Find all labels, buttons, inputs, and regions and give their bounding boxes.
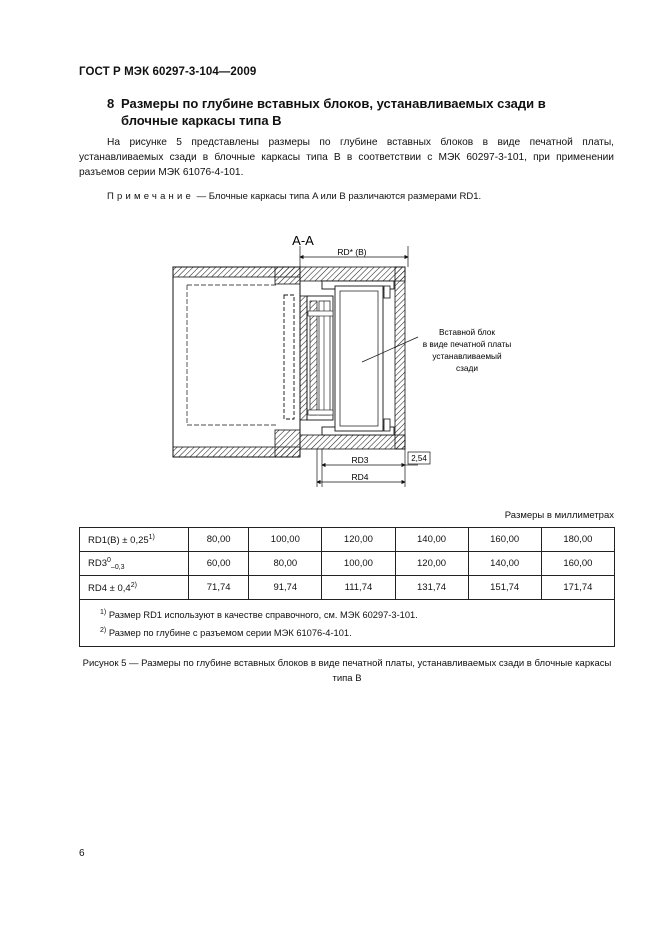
rd3-label: RD3 — [351, 455, 369, 465]
table-cell: 160,00 — [541, 552, 614, 576]
units-note: Размеры в миллиметрах — [504, 510, 614, 521]
rd4-label: RD4 — [351, 472, 369, 482]
table-cell: 91,74 — [249, 576, 322, 600]
table-cell: 131,74 — [395, 576, 468, 600]
rd1-label: RD* (B) — [337, 247, 367, 257]
section-label: A-A — [292, 233, 314, 248]
callout-line-2: в виде печатной платы — [422, 339, 512, 349]
frame-left — [173, 267, 300, 457]
callout-line-1: Вставной блок — [438, 327, 496, 337]
footnote: $^{2)}$ Размер по глубине с разъемом серии МЭК 61076-4-101. — [100, 627, 352, 638]
depth-dimension-drawing — [150, 225, 530, 500]
table-cell: 71,74 — [189, 576, 249, 600]
rd1-dimension — [300, 246, 408, 267]
table-cell: 80,00 — [189, 528, 249, 552]
row-header: $RD3^0_{-0,3}$ — [80, 552, 189, 576]
document-standard-header: ГОСТ Р МЭК 60297-3-104—2009 — [79, 66, 257, 78]
table-cell: 171,74 — [541, 576, 614, 600]
table-row — [80, 528, 615, 552]
figure-caption: Рисунок 5 — Размеры по глубине вставных блоков в виде печатной платы, устанавливаемых сзади в блочные каркасы типа B — [82, 658, 612, 684]
offset-dimension — [405, 452, 430, 465]
dimensions-table — [79, 527, 615, 647]
table-cell: 140,00 — [395, 528, 468, 552]
section-number: 8 — [107, 96, 115, 111]
body-text: На рисунке 5 представлены размеры по глубине вставных блоков в виде печатной платы, устанавливаемых сзади в блочные каркасы типа B в соответствии с МЭК 60297-3-101, при применении разъемов серии МЭК 61076-4-101. — [79, 137, 614, 178]
callout-line-4: сзади — [455, 363, 479, 373]
section-title: Размеры по глубине вставных блоков, устанавливаемых сзади в блочные каркасы типа B — [121, 96, 546, 128]
note-text: — Блочные каркасы типа A или B различаются размерами RD1. — [194, 191, 482, 202]
note — [107, 191, 481, 202]
table-footnotes — [80, 600, 615, 647]
page-number: 6 — [79, 848, 85, 859]
table-row — [80, 576, 615, 600]
table-cell: 160,00 — [468, 528, 541, 552]
table-cell: 140,00 — [468, 552, 541, 576]
table-row — [80, 552, 615, 576]
footnote: $^{1)}$ Размер RD1 используют в качестве справочного, см. МЭК 60297-3-101. — [100, 609, 418, 620]
offset-label: 2,54 — [411, 454, 427, 463]
insert-callout — [362, 327, 511, 373]
table-cell: 111,74 — [322, 576, 395, 600]
row-header: $RD1(B) \pm 0,25^{1)}$ — [80, 528, 189, 552]
row-header: $RD4 \pm 0,4^{2)}$ — [80, 576, 189, 600]
callout-line-3: устанавливаемый — [432, 351, 502, 361]
table-cell: 100,00 — [322, 552, 395, 576]
body-paragraph — [79, 135, 614, 180]
table-cell: 100,00 — [249, 528, 322, 552]
table-cell: 80,00 — [249, 552, 322, 576]
table-cell: 180,00 — [541, 528, 614, 552]
table-cell: 60,00 — [189, 552, 249, 576]
table-cell: 120,00 — [395, 552, 468, 576]
footnotes-cell — [80, 600, 615, 647]
connector — [300, 296, 333, 420]
table-cell: 151,74 — [468, 576, 541, 600]
note-label: Примечание — [107, 191, 194, 202]
table-cell: 120,00 — [322, 528, 395, 552]
